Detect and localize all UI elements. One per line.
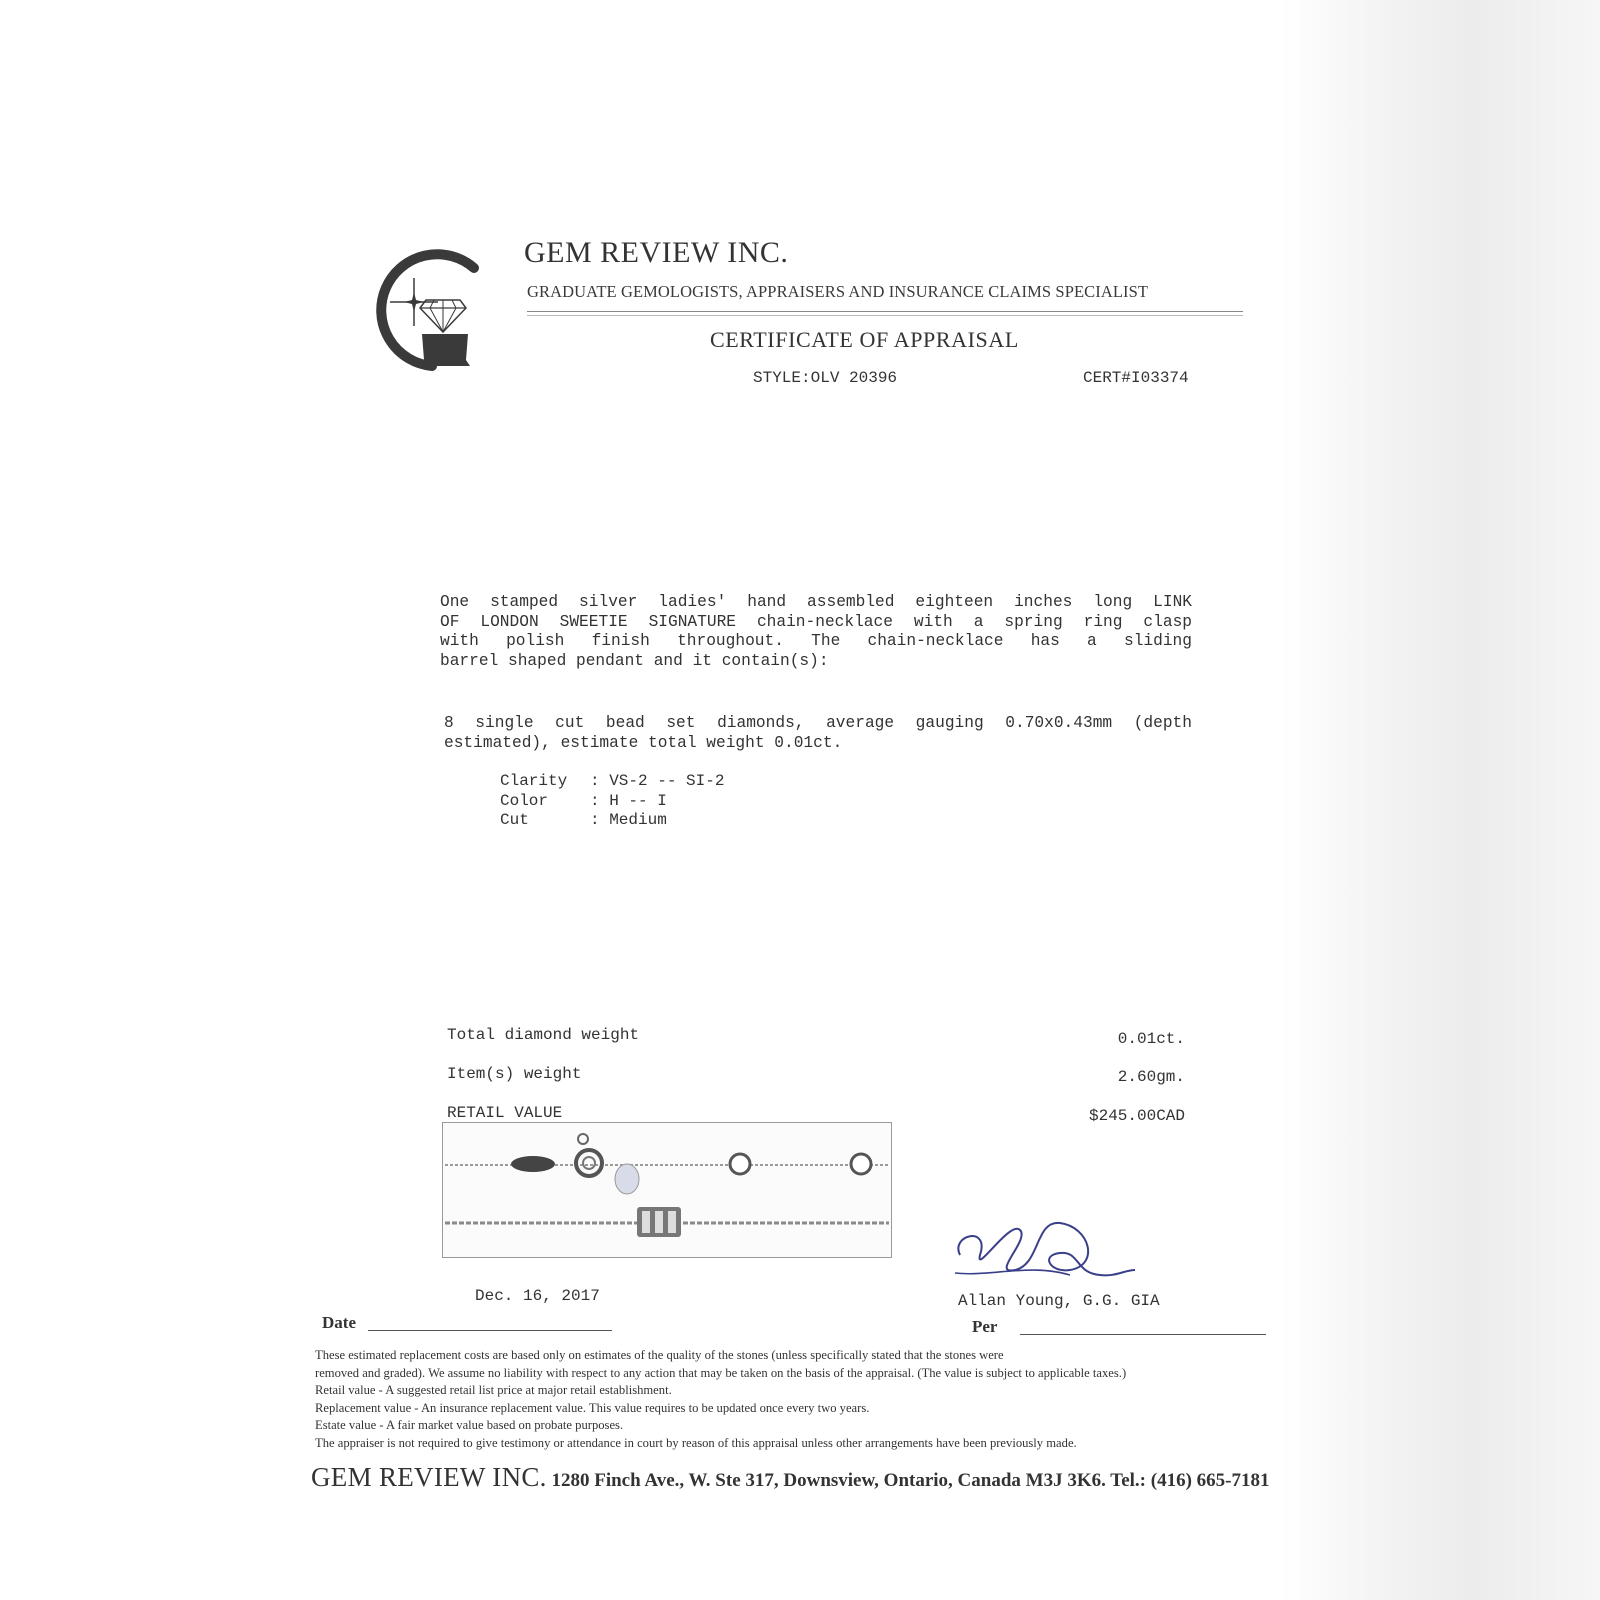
disclaimer-line: removed and graded). We assume no liability with respect to any action that may be taken on the basis of the appraisal. (The value is subject to applicable taxes.) [315, 1365, 1127, 1380]
per-line [1020, 1334, 1266, 1335]
style-number: STYLE:OLV 20396 [753, 369, 898, 387]
disclaimer-line: Replacement value - An insurance replacement value. This value requires to be updated once every two years. [315, 1400, 870, 1415]
grade-label: Clarity [500, 772, 568, 790]
appraisal-date: Dec. 16, 2017 [475, 1287, 600, 1305]
cert-number: CERT#I03374 [1083, 369, 1189, 387]
appraiser-signature [950, 1215, 1140, 1293]
grade-clarity [500, 772, 724, 792]
grade-value: : VS-2 -- SI-2 [590, 772, 725, 790]
header-rule [527, 311, 1243, 312]
header-rule [527, 315, 1243, 316]
item-weight-value: 2.60gm. [1117, 1068, 1185, 1086]
item-weight-label: Item(s) weight [447, 1065, 582, 1083]
grade-value: : H -- I [590, 791, 667, 810]
footer-company: GEM REVIEW INC. [311, 1462, 547, 1492]
certificate-title: CERTIFICATE OF APPRAISAL [710, 327, 1019, 352]
retail-value-label: RETAIL VALUE [447, 1104, 563, 1122]
grade-label: Cut [500, 811, 529, 829]
disclaimer-line: These estimated replacement costs are based only on estimates of the quality of the stones (unless specifically stated that the stones were [315, 1348, 1004, 1362]
appraiser-name: Allan Young, G.G. GIA [958, 1292, 1160, 1310]
grade-cut [500, 811, 724, 831]
necklace-photo [442, 1122, 892, 1258]
disclaimer-line: The appraiser is not required to give testimony or attendance in court by reason of this appraisal unless other arrangements have been previously made. [315, 1435, 1077, 1450]
disclaimer [315, 1347, 1305, 1452]
date-label: Date [322, 1313, 356, 1332]
stone-line: estimated), estimate total weight 0.01ct. [444, 733, 843, 752]
description-line: with polish finish throughout. The chain-necklace has a sliding [440, 632, 1192, 650]
company-logo [362, 240, 480, 372]
disclaimer-line: Estate value - A fair market value based on probate purposes. [315, 1418, 624, 1432]
grade-label: Color [500, 791, 549, 810]
grade-list [500, 772, 724, 831]
date-line [368, 1330, 612, 1331]
disclaimer-line: Retail value - A suggested retail list price at major retail establishment. [315, 1383, 672, 1397]
per-label: Per [972, 1317, 998, 1336]
footer-address: 1280 Finch Ave., W. Ste 317, Downsview, Ontario, Canada M3J 3K6. Tel.: (416) 665-7181 [546, 1470, 1270, 1491]
description-line: barrel shaped pendant and it contain(s): [440, 651, 829, 670]
company-name: GEM REVIEW INC. [524, 236, 789, 269]
footer [311, 1462, 1269, 1493]
total-diamond-weight-label: Total diamond weight [447, 1026, 640, 1044]
total-diamond-weight-value: 0.01ct. [1117, 1030, 1185, 1048]
description-line: OF LONDON SWEETIE SIGNATURE chain-necklace with a spring ring clasp [440, 612, 1192, 631]
stone-description [444, 714, 1192, 753]
grade-color [500, 792, 724, 812]
grade-value: : Medium [590, 811, 667, 829]
company-tagline: GRADUATE GEMOLOGISTS, APPRAISERS AND INSURANCE CLAIMS SPECIALIST [527, 282, 1149, 301]
item-description [440, 593, 1192, 671]
stone-line: 8 single cut bead set diamonds, average gauging 0.70x0.43mm (depth [444, 714, 1192, 732]
retail-value-amount: $245.00CAD [1088, 1107, 1185, 1125]
description-line: One stamped silver ladies' hand assembled eighteen inches long LINK [440, 593, 1192, 611]
